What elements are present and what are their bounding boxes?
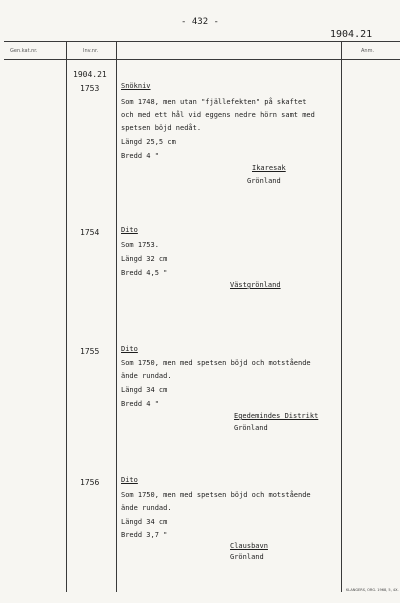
place-name: Ikaresak (252, 164, 286, 172)
place-name: Clausbavn (230, 542, 268, 550)
lot-number: 1904.21 (73, 70, 107, 79)
place-region: Grönland (230, 553, 264, 561)
description-line: ände rundad. (121, 372, 172, 380)
width-line: Bredd 4 " (121, 400, 159, 408)
page-number: - 432 - (181, 17, 219, 27)
width-line: Bredd 3,7 " (121, 531, 168, 539)
inv-number: 1753 (80, 84, 100, 93)
description-line: Som 1748, men utan "fjällefekten" på skaftet (121, 98, 307, 106)
catalog-number: 1904.21 (330, 29, 373, 40)
place-region: Grönland (234, 424, 268, 432)
column-rule-3 (341, 41, 342, 592)
description-line: och med ett hål vid eggens nedre hörn samt med (121, 111, 315, 119)
length-line: Längd 25,5 cm (121, 138, 176, 146)
place-name: Västgrönland (230, 281, 281, 289)
inv-number: 1754 (80, 228, 100, 237)
length-line: Längd 34 cm (121, 386, 168, 394)
printer-imprint: KLANGERS, ORG. 1968, 5, 4X. (346, 588, 399, 592)
column-rule-1 (66, 41, 67, 592)
entry-title: Snökniv (121, 82, 151, 90)
description-line: ände rundad. (121, 504, 172, 512)
column-header-inv: Inv.nr. (83, 48, 99, 54)
length-line: Längd 34 cm (121, 518, 168, 526)
entry-title: Dito (121, 345, 138, 353)
length-line: Längd 32 cm (121, 255, 168, 263)
column-header-gen-kat: Gen.kat.nr. (10, 48, 38, 54)
place-name: Egedemindes Distrikt (234, 412, 319, 420)
place-region: Grönland (247, 177, 281, 185)
inv-number: 1755 (80, 347, 100, 356)
inv-number: 1756 (80, 478, 100, 487)
column-header-anm: Anm. (361, 48, 375, 54)
description-line: Som 1753. (121, 241, 159, 249)
description-line: spetsen böjd nedåt. (121, 124, 202, 132)
width-line: Bredd 4,5 " (121, 269, 168, 277)
description-line: Som 1750, men med spetsen böjd och motstående (121, 359, 311, 367)
width-line: Bredd 4 " (121, 152, 159, 160)
description-line: Som 1750, men med spetsen böjd och motstående (121, 491, 311, 499)
entry-title: Dito (121, 226, 138, 234)
column-rule-2 (116, 41, 117, 592)
entry-title: Dito (121, 476, 138, 484)
